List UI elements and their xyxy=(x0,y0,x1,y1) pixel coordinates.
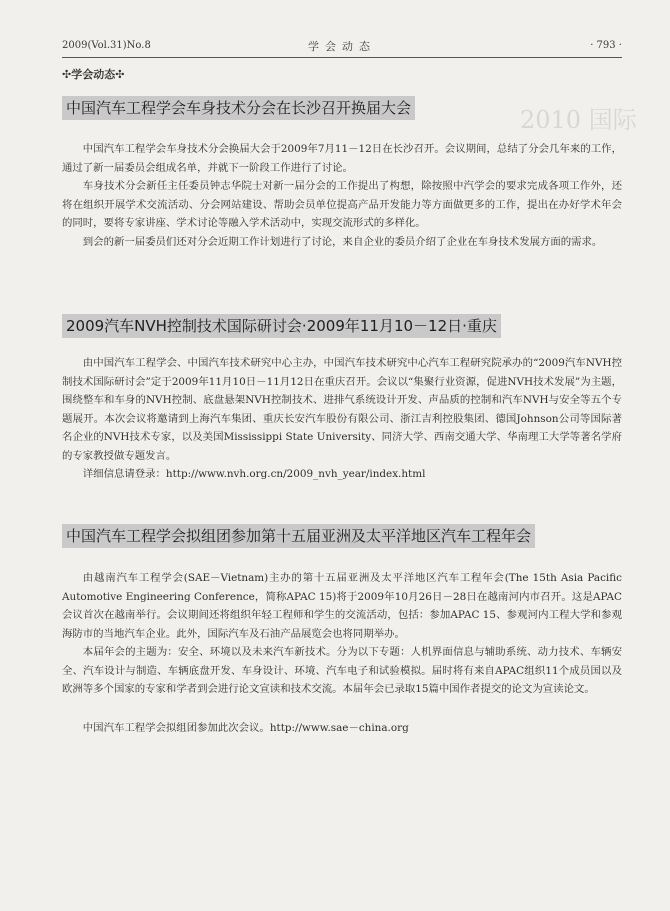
issue-label: 2009(Vol.31)No.8 xyxy=(62,40,151,51)
section-title-2: 2009汽车NVH控制技术国际研讨会·2009年11月10－12日·重庆 xyxy=(62,314,501,338)
section-title-1: 中国汽车工程学会车身技术分会在长沙召开换届大会 xyxy=(62,96,415,120)
bleed-through-mark: 2010 国际 xyxy=(520,106,637,134)
paragraph: 本届年会的主题为：安全、环境以及未来汽车新技术。分为以下专题：人机界面信息与辅助系统、动力技术、车辆安全、汽车设计与制造、车辆底盘开发、车身设计、环境、汽车电子和试验模拟。届时将有来自APAC组织11个成员国以及欧洲等多个国家的专家和学者到会进行论文宣读和技术交流。本届年会已录取15篇中国作者提交的论文为宣读论文。 xyxy=(62,646,622,695)
section-title-3: 中国汽车工程学会拟组团参加第十五届亚洲及太平洋地区汽车工程年会 xyxy=(62,524,535,548)
header-rule xyxy=(62,57,622,58)
sae-url-line: 中国汽车工程学会拟组团参加此次会议。http://www.sae－china.org xyxy=(82,722,409,734)
paragraph: 中国汽车工程学会车身技术分会换届大会于2009年7月11－12日在长沙召开。会议期间，总结了分会几年来的工作，通过了新一届委员会组成名单，并就下一阶段工作进行了讨论。 xyxy=(62,143,622,174)
paragraph: 到会的新一届委员们还对分会近期工作计划进行了讨论，来自企业的委员介绍了企业在车身技术发展方面的需求。 xyxy=(82,236,603,248)
paragraph: 由越南汽车工程学会(SAE－Vietnam)主办的第十五届亚洲及太平洋地区汽车工程年会(The 15th Asia Pacific Automotive Engineering Conference，简称APAC 15)将于2009年10月26日－28日在越南河内市召开。这是APAC会议首次在越南举行。会议期间还将组织年轻工程师和学生的交流活动，包括：参加APAC 15、参观河内工程大学和参观海防市的当地汽车企业。此外，国际汽车及石油产品展览会也将同期举办。 xyxy=(62,572,622,640)
page-number: · 793 · xyxy=(590,40,622,51)
column-tag: ✣学会动态✣ xyxy=(62,68,125,81)
paragraph: 由中国汽车工程学会、中国汽车技术研究中心主办，中国汽车技术研究中心汽车工程研究院承办的“2009汽车NVH控制技术国际研讨会”定于2009年11月10日－11月12日在重庆召开。会议以“集聚行业资源，促进NVH技术发展”为主题，围绕整车和车身的NVH控制、底盘悬架NVH控制技术、进排气系统设计开发、声品质的控制和汽车NVH与安全等五个专题展开。本次会议将邀请到上海汽车集团、重庆长安汽车股份有限公司、浙江吉利控股集团、德国Johnson公司等国际著名企业的NVH技术专家，以及美国Mississippi State University、同济大学、西南交通大学、华南理工大学等著名学府的专家教授做专题发言。 xyxy=(62,357,622,462)
column-label: 学会动态 xyxy=(308,40,376,53)
paragraph: 车身技术分会新任主任委员钟志华院士对新一届分会的工作提出了构想，除按照中汽学会的要求完成各项工作外，还将在组织开展学术交流活动、分会网站建设、帮助会员单位提高产品开发能力等方面做更多的工作，提出在办好学术年会的同时，要将专家讲座、学术讨论等融入学术活动中，实现交流形式的多样化。 xyxy=(62,180,622,229)
nvh-url-line: 详细信息请登录：http://www.nvh.org.cn/2009_nvh_year/index.html xyxy=(82,468,426,480)
running-header xyxy=(62,38,622,56)
